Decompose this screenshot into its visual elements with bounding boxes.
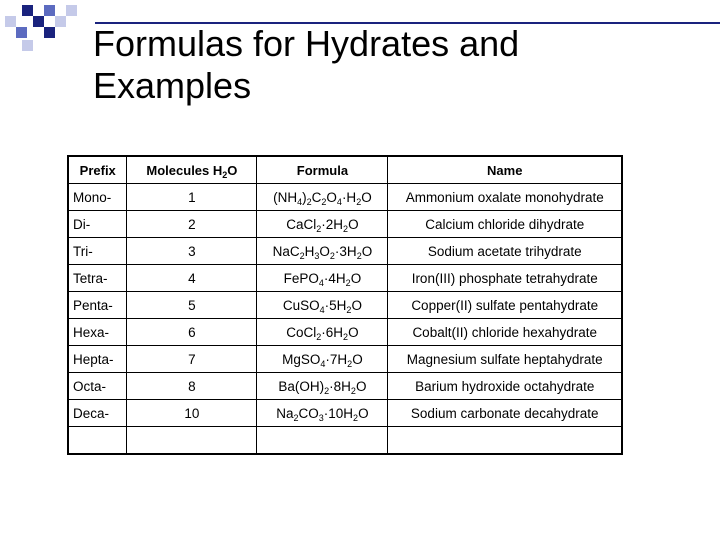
- table-header-row: [68, 156, 622, 184]
- cell-molecules: [127, 427, 257, 455]
- cell-prefix: Tetra-: [68, 265, 127, 292]
- table-row: [68, 373, 622, 400]
- cell-molecules: 4: [127, 265, 257, 292]
- cell-prefix: Penta-: [68, 292, 127, 319]
- cell-prefix: Mono-: [68, 184, 127, 211]
- cell-formula: $Na_2CO_3\cdot 10H_2O$: [257, 400, 388, 427]
- header-name: Name: [388, 156, 622, 184]
- table-row: [68, 238, 622, 265]
- table-row: [68, 400, 622, 427]
- header-formula: Formula: [257, 156, 388, 184]
- cell-molecules: 8: [127, 373, 257, 400]
- corner-decoration: [0, 0, 90, 60]
- cell-molecules: 5: [127, 292, 257, 319]
- slide-title-line2: Examples: [93, 65, 252, 106]
- cell-name: Iron(III) phosphate tetrahydrate: [388, 265, 622, 292]
- table-row: [68, 427, 622, 455]
- cell-name: Sodium carbonate decahydrate: [388, 400, 622, 427]
- cell-formula: $MgSO_4\cdot 7H_2O$: [257, 346, 388, 373]
- slide-title: [93, 23, 693, 107]
- cell-prefix: Hepta-: [68, 346, 127, 373]
- cell-prefix: Tri-: [68, 238, 127, 265]
- cell-prefix: Octa-: [68, 373, 127, 400]
- cell-molecules: 2: [127, 211, 257, 238]
- cell-name: Magnesium sulfate heptahydrate: [388, 346, 622, 373]
- cell-formula: [257, 427, 388, 455]
- cell-prefix: Di-: [68, 211, 127, 238]
- cell-formula: $Ba(OH)_2\cdot 8H_2O$: [257, 373, 388, 400]
- cell-formula: $CaCl_2\cdot 2H_2O$: [257, 211, 388, 238]
- hydrates-table: [67, 155, 623, 455]
- cell-formula: $NaC_2H_3O_2\cdot 3H_2O$: [257, 238, 388, 265]
- header-prefix: Prefix: [68, 156, 127, 184]
- cell-name: Calcium chloride dihydrate: [388, 211, 622, 238]
- table-row: [68, 346, 622, 373]
- cell-molecules: 6: [127, 319, 257, 346]
- table-row: [68, 265, 622, 292]
- cell-formula: $CoCl_2\cdot 6H_2O$: [257, 319, 388, 346]
- cell-prefix: Hexa-: [68, 319, 127, 346]
- cell-name: Cobalt(II) chloride hexahydrate: [388, 319, 622, 346]
- cell-name: Copper(II) sulfate pentahydrate: [388, 292, 622, 319]
- cell-molecules: 10: [127, 400, 257, 427]
- table-row: [68, 184, 622, 211]
- table-row: [68, 292, 622, 319]
- cell-molecules: 7: [127, 346, 257, 373]
- cell-formula: $(NH_4)_2C_2O_4\cdot H_2O$: [257, 184, 388, 211]
- header-molecules: Molecules $H_2O$: [127, 156, 257, 184]
- cell-name: Sodium acetate trihydrate: [388, 238, 622, 265]
- cell-molecules: 1: [127, 184, 257, 211]
- cell-formula: $CuSO_4\cdot 5H_2O$: [257, 292, 388, 319]
- cell-formula: $FePO_4\cdot 4H_2O$: [257, 265, 388, 292]
- cell-name: [388, 427, 622, 455]
- cell-molecules: 3: [127, 238, 257, 265]
- table-row: [68, 319, 622, 346]
- cell-name: Barium hydroxide octahydrate: [388, 373, 622, 400]
- cell-prefix: Deca-: [68, 400, 127, 427]
- table-row: [68, 211, 622, 238]
- slide-title-line1: Formulas for Hydrates and: [93, 23, 520, 64]
- cell-name: Ammonium oxalate monohydrate: [388, 184, 622, 211]
- cell-prefix: [68, 427, 127, 455]
